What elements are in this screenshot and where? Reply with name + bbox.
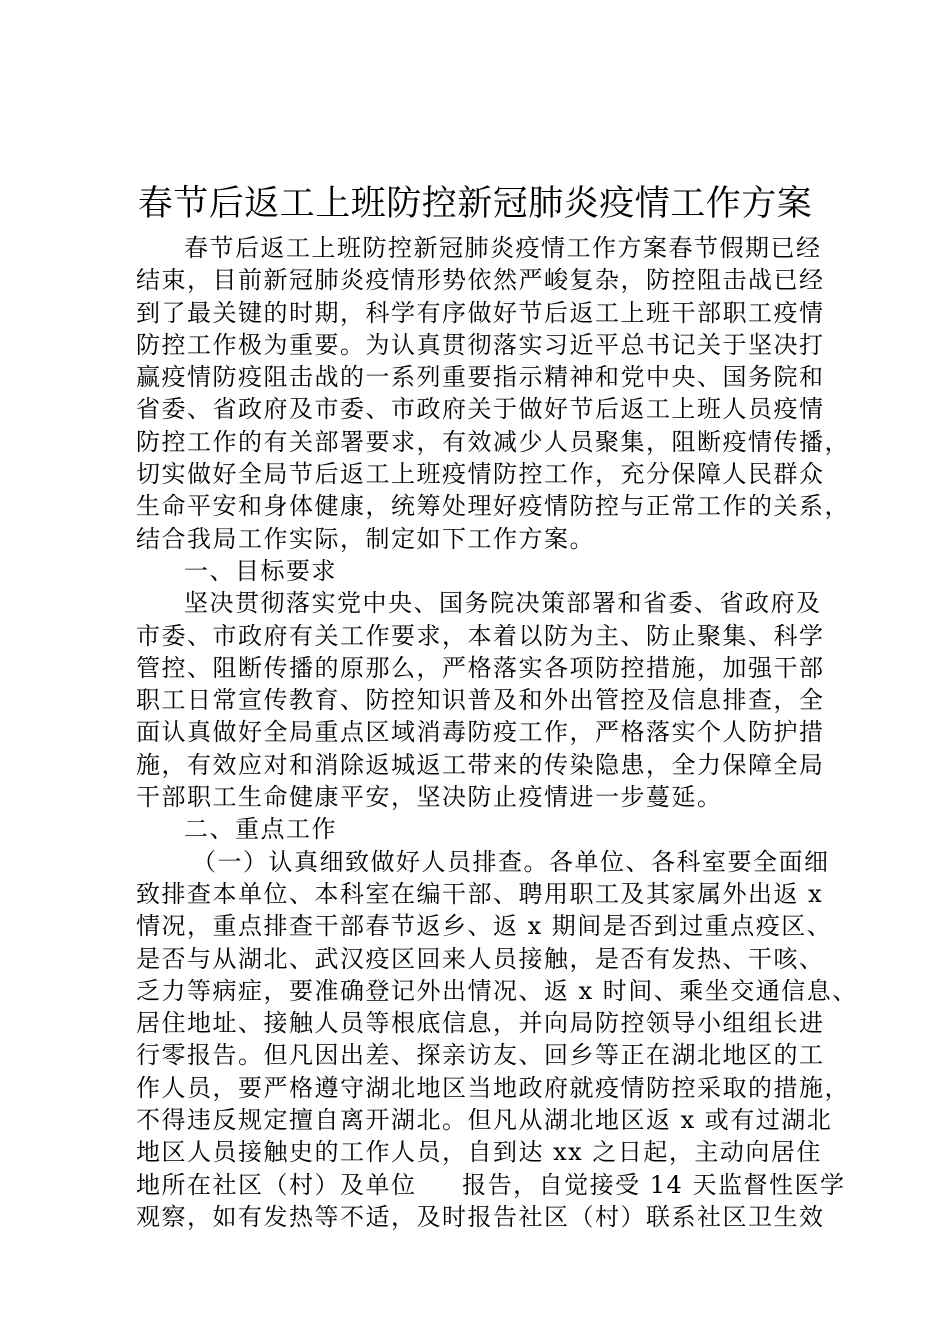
paragraph-line: 赢疫情防疫阻击战的一系列重要指示精神和党中央、国务院和 [136,363,825,392]
paragraph-line: 是否与从湖北、武汉疫区回来人员接触，是否有发热、干咳、 [136,944,825,973]
paragraph-line: 管控、阻断传播的原那么，严格落实各项防控措施，加强干部 [136,653,825,682]
document-title: 春节后返工上班防控新冠肺炎疫情工作方案 [137,184,813,224]
paragraph-line: 不得违反规定擅自离开湖北。但凡从湖北地区返 x 或有过湖北 [136,1106,833,1135]
section-heading: 一、目标要求 [184,556,337,585]
paragraph-line: 情况，重点排查干部春节返乡、返 x 期间是否到过重点疫区、 [136,912,833,941]
paragraph-line: 职工日常宣传教育、防控知识普及和外出管控及信息排查，全 [136,686,825,715]
paragraph-line: 坚决贯彻落实党中央、国务院决策部署和省委、省政府及 [184,589,822,618]
paragraph-line: 防控工作极为重要。为认真贯彻落实习近平总书记关于坚决打 [136,330,825,359]
paragraph-line: 省委、省政府及市委、市政府关于做好节后返工上班人员疫情 [136,395,825,424]
paragraph-line: 观察，如有发热等不适，及时报告社区（村）联系社区卫生效 [136,1202,825,1231]
paragraph-line: 地所在社区（村）及单位 报告，自觉接受 14 天监督性医学 [136,1170,846,1199]
paragraph-line: 生命平安和身体健康，统筹处理好疫情防控与正常工作的关系， [136,492,850,521]
paragraph-line: 切实做好全局节后返工上班疫情防控工作，充分保障人民群众 [136,460,825,489]
paragraph-line: 结束，目前新冠肺炎疫情形势依然严峻复杂，防控阻击战已经 [136,266,825,295]
paragraph-line: 乏力等病症，要准确登记外出情况、返 x 时间、乘坐交通信息、 [136,976,858,1005]
paragraph-line: 春节后返工上班防控新冠肺炎疫情工作方案春节假期已经 [184,234,822,262]
paragraph-line: （一）认真细致做好人员排查。各单位、各科室要全面细 [192,847,830,876]
paragraph-line: 居住地址、接触人员等根底信息，并向局防控领导小组组长进 [136,1009,825,1038]
paragraph-line: 防控工作的有关部署要求，有效减少人员聚集，阻断疫情传播， [136,427,850,456]
document-body [136,232,858,1233]
paragraph-line: 行零报告。但凡因出差、探亲访友、回乡等正在湖北地区的工 [136,1041,825,1070]
paragraph-line: 面认真做好全局重点区域消毒防疫工作，严格落实个人防护措 [136,718,825,747]
paragraph-line: 市委、市政府有关工作要求，本着以防为主、防止聚集、科学 [136,621,825,650]
paragraph-line: 致排查本单位、本科室在编干部、聘用职工及其家属外出返 x [136,879,824,908]
paragraph-line: 施，有效应对和消除返城返工带来的传染隐患，全力保障全局 [136,750,825,779]
paragraph-line: 结合我局工作实际，制定如下工作方案。 [136,524,595,553]
paragraph-line: 干部职工生命健康平安，坚决防止疫情进一步蔓延。 [136,783,723,812]
paragraph-line: 作人员，要严格遵守湖北地区当地政府就疫情防控采取的措施， [136,1073,850,1102]
paragraph-line: 地区人员接触史的工作人员，自到达 xx 之日起，主动向居住 [136,1138,822,1167]
paragraph-line: 到了最关键的时期，科学有序做好节后返工上班干部职工疫情 [136,298,825,327]
section-heading: 二、重点工作 [184,815,337,844]
